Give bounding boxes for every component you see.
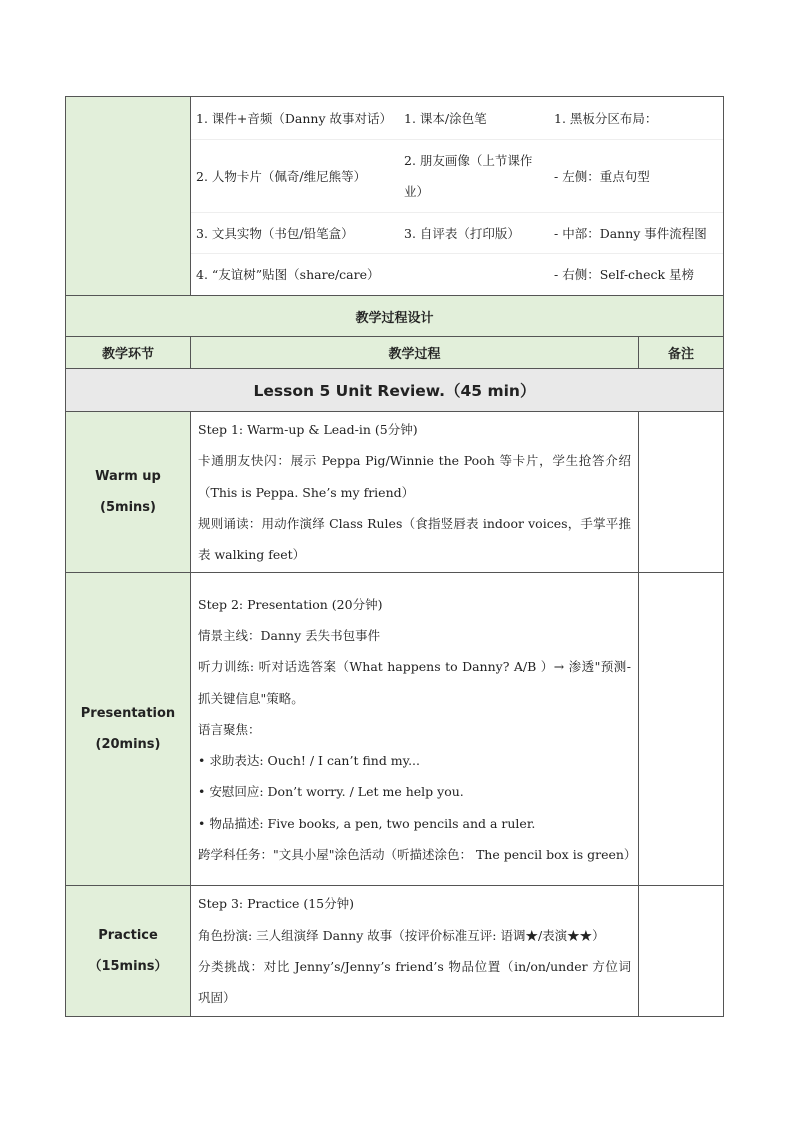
stage-name: Presentation <box>80 706 176 722</box>
process-line: • 物品描述: Five books, a pen, two pencils and a ruler. <box>198 815 536 831</box>
materials-cell: 3. 文具实物（书包/铅笔盒） <box>191 213 395 254</box>
stage-notes <box>639 886 724 1016</box>
stage-process <box>191 886 639 1016</box>
stage-time: (5mins) <box>100 500 156 516</box>
materials-cell: 1. 课本/涂色笔 <box>395 97 545 140</box>
materials-cell: 3. 自评表（打印版） <box>395 213 545 254</box>
stage-row-practice <box>66 886 724 1016</box>
header-process: 教学过程 <box>191 337 639 369</box>
process-line: • 求助表达: Ouch! / I can’t find my... <box>198 753 420 769</box>
process-line: 情景主线：Danny 丢失书包事件 <box>198 627 381 643</box>
stage-notes <box>639 412 724 573</box>
column-header-row <box>66 337 724 369</box>
process-line: • 安慰回应: Don’t worry. / Let me help you. <box>198 784 464 800</box>
stage-time: (20mins) <box>95 737 161 753</box>
materials-cell: 4. “友谊树”贴图（share/care） <box>196 267 380 282</box>
section-title: 教学过程设计 <box>66 296 724 337</box>
materials-cell: 1. 课件+音频（Danny 故事对话） <box>191 97 395 140</box>
process-line: Step 1: Warm-up & Lead-in (5分钟) <box>198 422 418 437</box>
process-line: 听力训练: 听对话选答案（What happens to Danny? A/B ）→ 渗透"预测-抓关键信息"策略。 <box>198 659 631 706</box>
process-line: 语言聚焦： <box>198 721 261 737</box>
materials-grid <box>191 97 723 295</box>
materials-cell: 2. 人物卡片（佩奇/维尼熊等） <box>191 140 395 213</box>
stage-time: （15mins） <box>88 959 168 975</box>
stage-label <box>66 886 191 1016</box>
process-line: 卡通朋友快闪：展示 Peppa Pig/Winnie the Pooh 等卡片，学生抢答介绍（This is Peppa. She’s my friend） <box>198 453 631 500</box>
materials-cell <box>395 254 545 295</box>
stage-process <box>191 573 639 886</box>
header-notes: 备注 <box>639 337 724 369</box>
process-line: 角色扮演: 三人组演绎 Danny 故事（按评价标准互评: 语调★/表演★★） <box>198 927 605 943</box>
materials-cell: 2. 朋友画像（上节课作业） <box>395 140 545 213</box>
stage-process <box>191 412 639 573</box>
stage-label <box>66 573 191 886</box>
process-line: 跨学科任务："文具小屋"涂色活动（听描述涂色： The pencil box is green） <box>198 847 637 863</box>
stage-label <box>66 412 191 573</box>
materials-cell: - 中部：Danny 事件流程图 <box>545 213 723 254</box>
process-line: 分类挑战：对比 Jenny’s/Jenny’s friend’s 物品位置（in/on/under 方位词巩固） <box>198 959 631 1006</box>
header-stage: 教学环节 <box>66 337 191 369</box>
stage-row-presentation <box>66 573 724 886</box>
section-title-row <box>66 296 724 337</box>
materials-grid-cell <box>191 97 724 296</box>
stage-row-warmup <box>66 412 724 573</box>
process-line: 规则诵读：用动作演绎 Class Rules（食指竖唇表 indoor voices，手掌平推表 walking feet） <box>198 515 631 563</box>
materials-cell: - 左侧：重点句型 <box>545 140 723 213</box>
stage-notes <box>639 573 724 886</box>
materials-cell: - 右侧：Self-check 星榜 <box>554 267 695 282</box>
stage-name: Practice <box>98 928 158 944</box>
lesson-plan-table <box>65 96 724 1017</box>
lesson-title: Lesson 5 Unit Review.（45 min） <box>66 369 724 412</box>
process-line: Step 3: Practice (15分钟) <box>198 896 354 912</box>
stage-name: Warm up <box>95 469 161 485</box>
process-line: Step 2: Presentation (20分钟) <box>198 596 383 612</box>
materials-row <box>66 97 724 296</box>
materials-left-cell <box>66 97 191 296</box>
lesson-title-row <box>66 369 724 412</box>
materials-cell: 1. 黑板分区布局： <box>545 97 723 140</box>
